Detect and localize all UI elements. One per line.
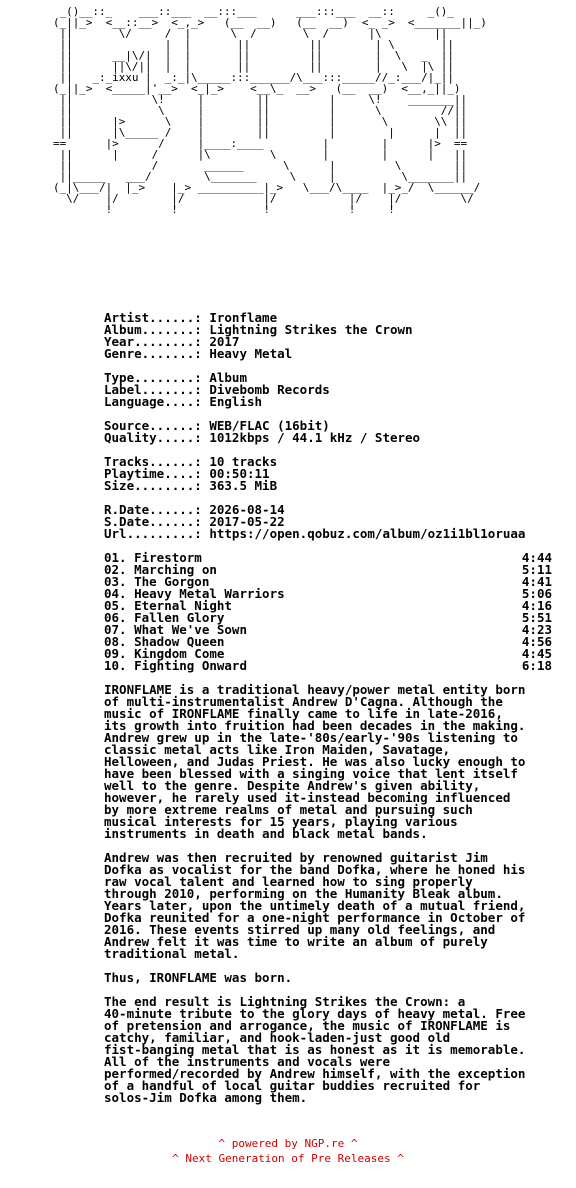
info-row [104,396,330,408]
info-label: Artist......: [104,310,210,325]
info-row [104,348,413,360]
info-value: 00:50:11 [209,466,270,481]
track-title: 10. Fighting Onward [104,658,247,673]
track-duration: 4:41 [521,574,552,589]
track-duration: 4:45 [521,646,552,661]
info-value: 1012kbps / 44.1 kHz / Stereo [209,430,421,445]
info-value: https://open.qobuz.com/album/oz1i1bl1oruaa [209,526,526,541]
info-group-quality [104,420,420,444]
info-label: Label.......: [104,382,210,397]
release-format [104,372,330,408]
info-label: Tracks......: [104,454,210,469]
track-title: 09. Kingdom Come [104,646,225,661]
info-label: Language....: [104,394,210,409]
footer [0,1136,576,1166]
description-paragraph: The end result is Lightning Strikes the Crown: a 40-minute tribute to the glory days of heavy metal. Free of pretension and arrogance, the music of IRONFLAME is catchy, familiar, and hook-laden-just good old fist-banging metal that is as honest as it is memorable. All of the instruments and vocals were performed/recorded by Andrew himself, with the exception of a handful of local guitar buddies recruited for solos-Jim Dofka among them. [104,994,526,1105]
track-duration: 5:51 [521,610,552,625]
info-label: Album.......: [104,322,210,337]
track-title: 06. Fallen Glory [104,610,225,625]
info-value: WEB/FLAC (16bit) [209,418,330,433]
info-label: R.Date......: [104,502,210,517]
track-duration: 5:06 [521,586,552,601]
track-duration: 6:18 [521,658,552,673]
release-size [104,456,277,492]
info-value: Divebomb Records [209,382,330,397]
info-value: 2017 [209,334,240,349]
track-title: 07. What We've Sown [104,622,247,637]
info-label: Quality.....: [104,430,210,445]
info-group-size [104,456,277,492]
info-value: 10 tracks [209,454,278,469]
info-label: Genre.......: [104,346,210,361]
track-title: 03. The Gorgon [104,574,210,589]
info-row [104,528,525,540]
tracklist [104,552,552,672]
release-quality [104,420,420,444]
track-duration: 4:16 [521,598,552,613]
track-title: 01. Firestorm [104,550,202,565]
description [104,684,525,1116]
ascii-art-logo: _()__::_ ___::___ __:::___ ___:::___ __:: _()_ (_||_> <__::__> <_,_> (__ __) (__ __) <_ _> <_______||_) || \/ / | \ / \ / |\ || || | | || || | \ || || __|\/| | | || || | \ _ || || ||\/|| | | || || | \ |\ || || _:_ixxu | _:_|\_____:::______/\___:::_____//_:___/|_|| (_||_> <_____|'__> <_|_> <__\_ __> (__ __) <__,_||_) || \! | || | \! _______|| || \ | || | \ //|| || |> \ | || | \ \\ || || |\_____ / | || | | | || == |> / |____:____ | | |> == || | / |\ \ | | | || || / ______ \ | \ || ||_____ ___/ \_______ \ | \_______|| (_|\___/| |_> |_> __________|_> \___/\____ |_>_/ \______/ \/ |/ |/ |/ |/ |/ \/ ! ! ! ! ! [53,5,487,216]
track-row [104,660,552,672]
info-group-dates [104,504,525,540]
description-paragraph: IRONFLAME is a traditional heavy/power metal entity born of multi-instrumentalist Andrew D'Cagna. Although the music of IRONFLAME finally came to life in late-2016, its growth into fruition had been decades in the making. Andrew grew up in the late-'80s/early-'90s listening to classic metal acts like Iron Maiden, Savatage, Helloween, and Judas Priest. He was also lucky enough to have been blessed with a singing voice that lent itself well to the genre. Despite Andrew's given ability, however, he rarely used it-instead becoming influenced by more extreme realms of metal and pursuing such musical interests for 15 years, playing various instruments in death and black metal bands. [104,682,526,841]
info-value: English [209,394,263,409]
release-info [104,312,413,360]
info-label: S.Date......: [104,514,210,529]
info-label: Type........: [104,370,210,385]
track-duration: 4:56 [521,634,552,649]
info-row [104,432,420,444]
track-duration: 5:11 [521,562,552,577]
description-paragraph: Andrew was then recruited by renowned guitarist Jim Dofka as vocalist for the band Dofka, where he honed his raw vocal talent and learned how to sing properly through 2010, performing on the Humanity Bleak album. Years later, upon the untimely death of a mutual friend, Dofka reunited for a one-night performance in October of 2016. These events stirred up many old feelings, and Andrew felt it was time to write an album of purely traditional metal. [104,850,526,961]
info-label: Url.........: [104,526,210,541]
info-label: Year........: [104,334,210,349]
info-label: Playtime....: [104,466,210,481]
track-title: 08. Shadow Queen [104,634,225,649]
track-title: 02. Marching on [104,562,217,577]
info-label: Size........: [104,478,210,493]
info-label: Source......: [104,418,210,433]
track-title: 04. Heavy Metal Warriors [104,586,285,601]
info-value: Album [209,370,247,385]
track-duration: 4:23 [521,622,552,637]
info-value: 2017-05-22 [209,514,285,529]
info-group-main [104,312,413,360]
info-value: 2026-08-14 [209,502,285,517]
footer-tagline: ^ Next Generation of Pre Releases ^ [172,1152,404,1165]
info-value: Lightning Strikes the Crown [209,322,413,337]
info-value: Heavy Metal [209,346,293,361]
description-paragraph: Thus, IRONFLAME was born. [104,970,293,985]
track-title: 05. Eternal Night [104,598,232,613]
footer-powered-by: ^ powered by NGP.re ^ [218,1137,358,1150]
info-value: Ironflame [209,310,278,325]
info-row [104,480,277,492]
release-dates [104,504,525,540]
info-group-type [104,372,330,408]
info-value: 363.5 MiB [209,478,278,493]
track-duration: 4:44 [521,550,552,565]
